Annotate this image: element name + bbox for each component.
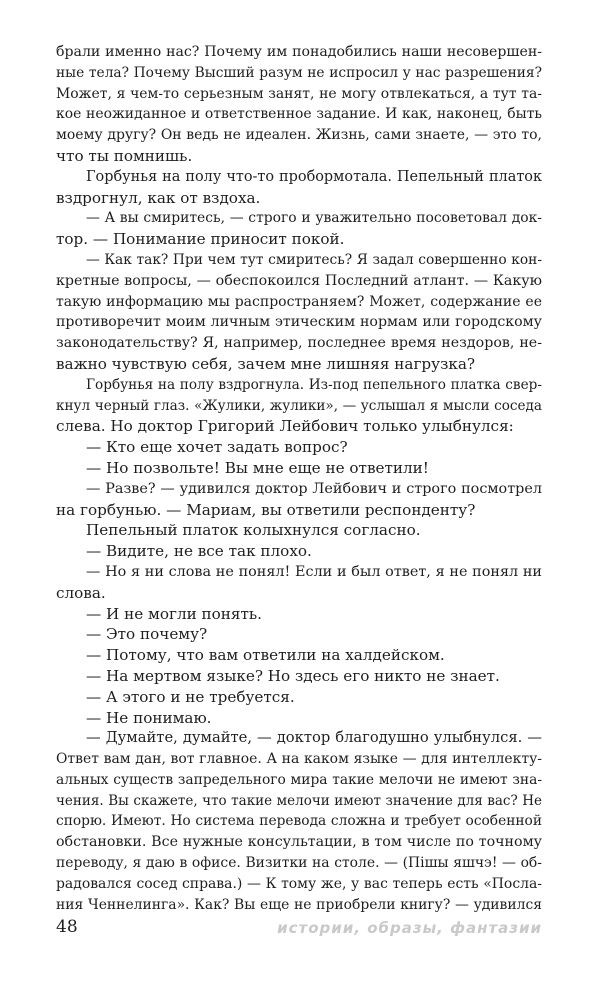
text-line: кое неожиданное и ответственное задание. И как, наконец, быть bbox=[56, 106, 542, 123]
page-footer bbox=[56, 916, 542, 938]
text-line: брали именно нас? Почему им понадобились наши несовершен- bbox=[56, 44, 542, 60]
text-line: слова. bbox=[56, 583, 106, 602]
text-line: моему другу? Он ведь не идеален. Жизнь, сами знаете, — это то, bbox=[56, 127, 542, 144]
text-line: — Как так? При чем тут смиритесь? Я задал совершенно кон- bbox=[86, 251, 542, 268]
text-line: ные тела? Почему Высший разум не испросил у нас разрешения? bbox=[56, 64, 542, 81]
text-line: — Потому, что вам ответили на халдейском. bbox=[86, 646, 445, 665]
text-line: — Думайте, думайте, — доктор благодушно улыбнулся. — bbox=[86, 729, 542, 747]
text-line: радовался сосед справа.) — К тому же, у вас теперь есть «Посла- bbox=[56, 875, 542, 892]
text-line: кнул черный глаз. «Жулики, жулики», — услышал я мысли соседа bbox=[56, 397, 542, 414]
text-line: спорю. Имеют. Но система перевода сложна и требует особенной bbox=[56, 813, 542, 830]
text-line: — Видите, не все так плохо. bbox=[86, 542, 312, 561]
text-line: Может, я чем-то серьезным занят, не могу отвлекаться, а тут та- bbox=[56, 85, 542, 102]
text-line: — Кто еще хочет задать вопрос? bbox=[86, 438, 348, 457]
text-line: законодательству? Я, например, последнее время нездоров, не- bbox=[56, 335, 542, 352]
text-line: что ты помнишь. bbox=[56, 146, 193, 165]
text-line: — На мертвом языке? Но здесь его никто не знает. bbox=[86, 666, 500, 685]
text-line: тор. — Понимание приносит покой. bbox=[56, 230, 345, 249]
text-line: — Это почему? bbox=[86, 625, 208, 644]
text-line: — Не понимаю. bbox=[86, 708, 212, 727]
text-line: вздрогнул, как от вздоха. bbox=[56, 188, 261, 207]
text-line: чения. Вы скажете, что такие мелочи имеют значение для вас? Не bbox=[56, 792, 542, 809]
page-number: 48 bbox=[56, 917, 78, 937]
text-line: — Но я ни слова не понял! Если и был ответ, я не понял ни bbox=[86, 563, 542, 580]
text-line: альных существ запредельного мира такие мелочи не имеют зна- bbox=[56, 771, 542, 788]
text-line: противоречит моим личным этическим нормам или городскому bbox=[56, 314, 542, 331]
text-line: кретные вопросы, — обеспокоился Последний атлант. — Какую bbox=[56, 272, 542, 289]
text-line: переводу, я даю в офисе. Визитки на столе. — (Пішы яшчэ! — об- bbox=[56, 855, 542, 872]
running-title: истории, образы, фантазии bbox=[277, 919, 542, 937]
text-line: Горбунья на полу вздрогнула. Из-под пепельного платка свер- bbox=[86, 376, 542, 393]
text-line: слева. Но доктор Григорий Лейбович только улыбнулся: bbox=[56, 417, 514, 436]
text-line: — А этого и не требуется. bbox=[86, 687, 295, 706]
text-line: Пепельный платок колыхнулся согласно. bbox=[86, 521, 421, 540]
body-text bbox=[56, 42, 542, 915]
text-line: Горбунья на полу что-то пробормотала. Пепельный платок bbox=[86, 168, 542, 185]
text-line: такую информацию мы распространяем? Может, содержание ее bbox=[56, 293, 542, 310]
text-line: ния Ченнелинга». Как? Вы еще не приобрели книгу? — удивился bbox=[56, 896, 542, 913]
text-line: Ответ вам дан, вот главное. А на каком языке — для интеллекту- bbox=[56, 751, 542, 768]
text-line: обстановки. Все нужные консультации, в том числе по точному bbox=[56, 834, 542, 851]
text-line: — Разве? — удивился доктор Лейбович и строго посмотрел bbox=[86, 480, 542, 497]
text-line: — Но позвольте! Вы мне еще не ответили! bbox=[86, 458, 429, 477]
text-line: на горбунью. — Мариам, вы ответили респонденту? bbox=[56, 500, 476, 519]
text-line: важно чувствую себя, зачем мне лишняя нагрузка? bbox=[56, 354, 476, 373]
text-line: — И не могли понять. bbox=[86, 604, 263, 623]
text-line: — А вы смиритесь, — строго и уважительно посоветовал док- bbox=[86, 210, 542, 227]
